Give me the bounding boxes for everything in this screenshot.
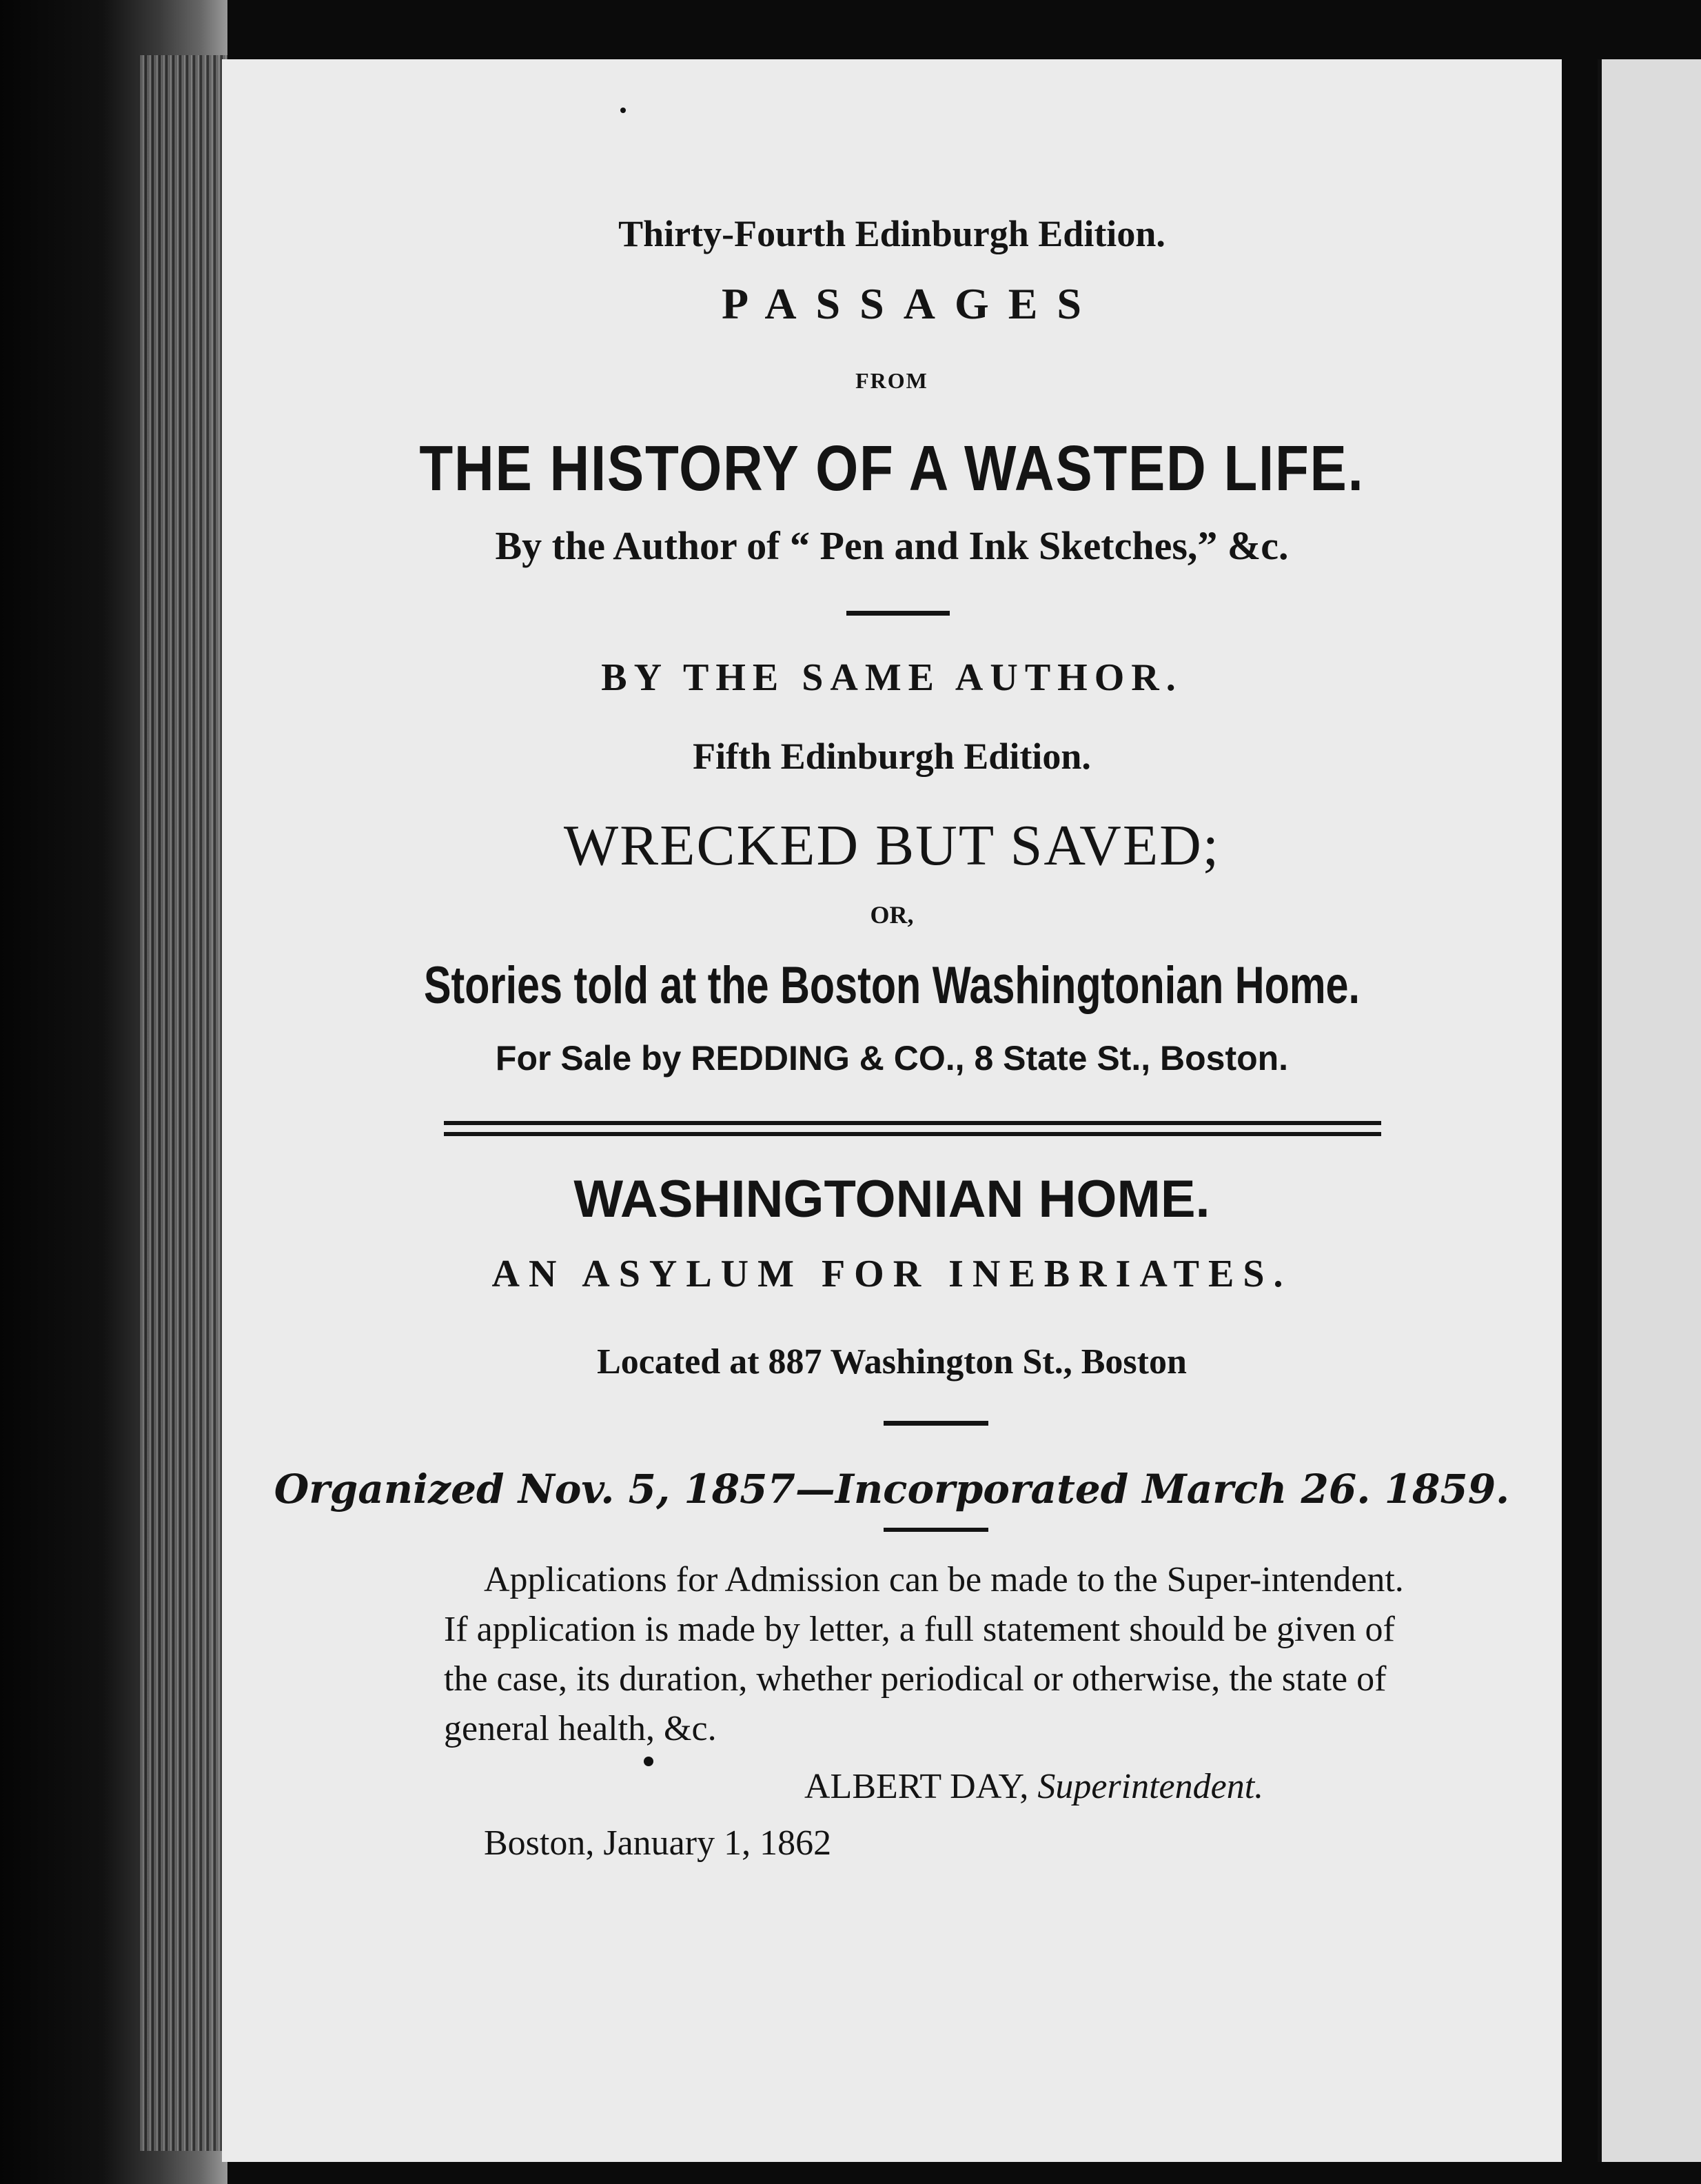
speck <box>620 108 626 113</box>
byline: By the Author of “ Pen and Ink Sketches,” &c. <box>495 523 1289 568</box>
date-line: Boston, January 1, 1862 <box>484 1823 832 1863</box>
book-title: THE HISTORY OF A WASTED LIFE. <box>419 432 1365 504</box>
admission-paragraph: Applications for Admission can be made to the Super-intendent. If application is made by letter, a full statement should be given of the case, its duration, whether periodical or otherwise, the state of general health, &c. <box>444 1560 1404 1748</box>
facing-page <box>1598 59 1701 2162</box>
or-label: OR, <box>870 901 914 929</box>
for-sale-notice: For Sale by REDDING & CO., 8 State St., Boston. <box>495 1039 1289 1078</box>
passages-heading: PASSAGES <box>721 279 1101 328</box>
from-label: FROM <box>855 368 928 393</box>
location-line: Located at 887 Washington St., Boston <box>597 1342 1187 1382</box>
signature <box>804 1766 1263 1807</box>
organized-line: Organized Nov. 5, 1857—Incorporated March 26. 1859. <box>274 1466 1510 1513</box>
divider-rule-1 <box>846 611 950 616</box>
home-title: WASHINGTONIAN HOME. <box>573 1170 1210 1228</box>
signature-name: ALBERT DAY, <box>804 1767 1029 1806</box>
advertisement-page <box>222 59 1562 2162</box>
edition-heading-2: Fifth Edinburgh Edition. <box>693 736 1091 777</box>
divider-rule-3 <box>884 1528 988 1532</box>
double-divider-rule <box>444 1121 1381 1136</box>
divider-rule-2 <box>884 1421 988 1426</box>
page-edges <box>138 55 227 2151</box>
second-book-subtitle: Stories told at the Boston Washingtonian Home. <box>424 956 1360 1015</box>
same-author-heading: BY THE SAME AUTHOR. <box>601 656 1183 699</box>
signature-role: Superintendent. <box>1037 1767 1264 1806</box>
edition-heading-1: Thirty-Fourth Edinburgh Edition. <box>618 213 1165 254</box>
second-book-title: WRECKED BUT SAVED; <box>563 813 1221 878</box>
ink-dot <box>644 1757 653 1766</box>
asylum-heading: AN ASYLUM FOR INEBRIATES. <box>491 1253 1292 1295</box>
